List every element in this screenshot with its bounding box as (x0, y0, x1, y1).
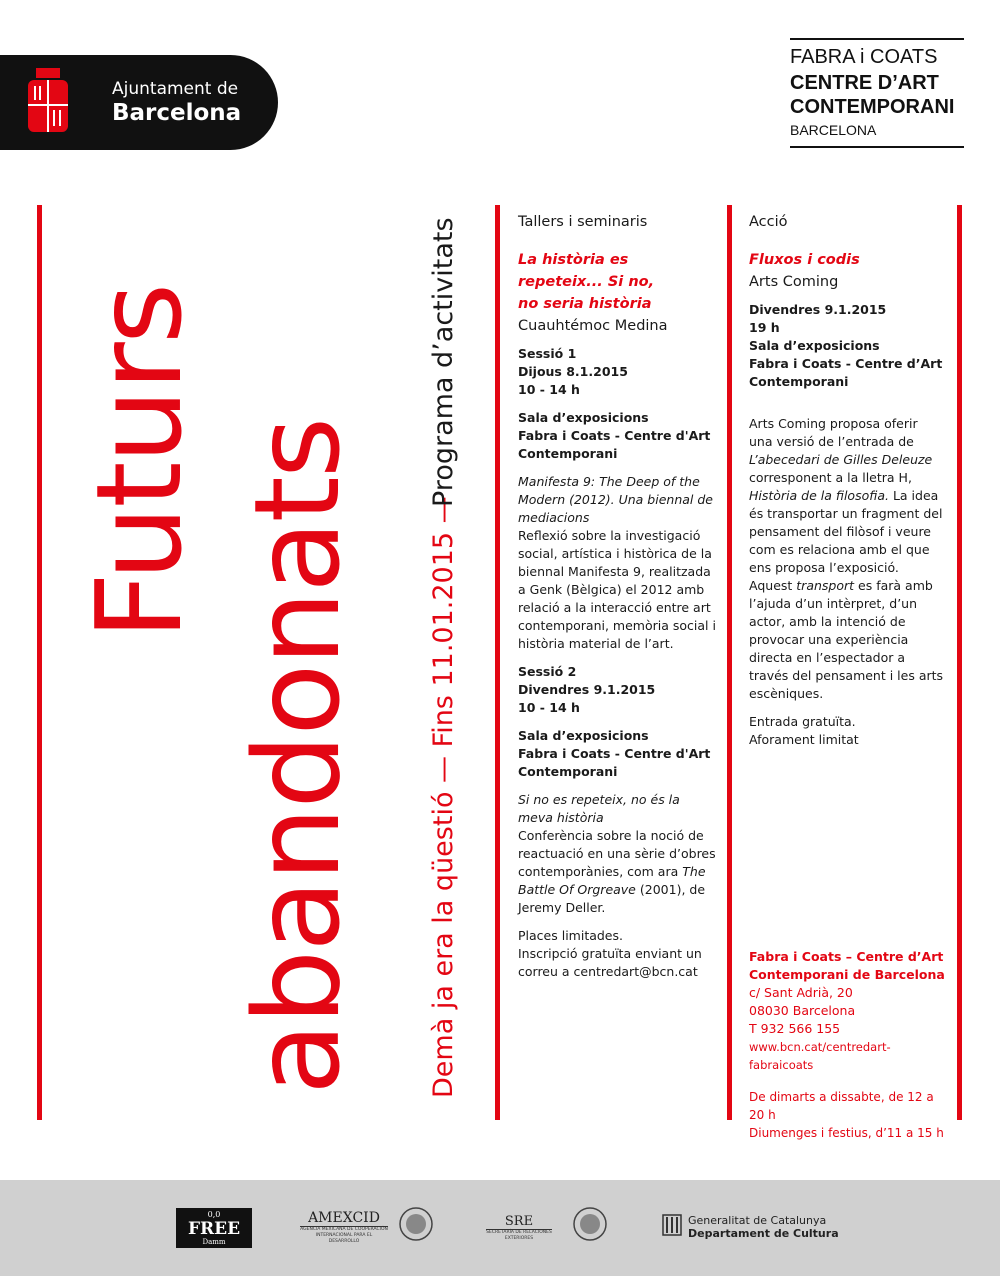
free-damm-logo: 0,0 FREE Damm (176, 1208, 252, 1248)
generalitat-emblem-icon (662, 1214, 682, 1236)
event-title: Fluxos i codis (749, 252, 860, 268)
event-title-line: La història es (518, 252, 629, 268)
column-tallers (518, 213, 718, 991)
event-date: Divendres 9.1.2015 (749, 302, 887, 317)
contact-city: 08030 Barcelona (749, 1003, 856, 1018)
event-title-line: no seria història (518, 296, 652, 312)
event-author: Arts Coming (749, 274, 839, 290)
session-work: Si no es repeteix, no és la meva història (518, 792, 680, 825)
title-futurs: Futurs (70, 284, 208, 640)
contact-phone: T 932 566 155 (749, 1021, 841, 1036)
places-note: Places limitades. (518, 928, 623, 943)
subtitle-programa: Programa d’activitats (428, 217, 459, 507)
column-heading: Tallers i seminaris (518, 214, 648, 230)
session-time: 10 - 14 h (518, 700, 580, 715)
column-accio (749, 213, 945, 759)
session-date: Dijous 8.1.2015 (518, 364, 628, 379)
generalitat-logo: Generalitat de Catalunya Departament de Cultura (688, 1214, 839, 1240)
contact-name: Fabra i Coats – Centre d’Art (749, 949, 944, 964)
event-description: corresponent a la lletra H, (749, 470, 912, 485)
session-description: Conferència sobre la noció de reactuació en una sèrie d’obres contemporànies, com ara (518, 828, 716, 879)
fc-line2: CENTRE D’ART (790, 72, 939, 94)
session-date: Divendres 9.1.2015 (518, 682, 656, 697)
contact-address: c/ Sant Adrià, 20 (749, 985, 853, 1000)
session-place: Contemporani (518, 764, 618, 779)
inscription-note: Inscripció gratuïta enviant un correu a centredart@bcn.cat (518, 946, 702, 979)
event-work-ref: Història de la filosofia. (749, 488, 889, 503)
sre-logo: SRE SECRETARÍA DE RELACIONES EXTERIORES (486, 1214, 552, 1241)
fc-line4: BARCELONA (790, 122, 877, 138)
sponsor-footer (0, 1180, 1000, 1276)
session-work-ref: The Battle Of Orgreave (518, 864, 706, 897)
opening-hours: De dimarts a dissabte, de 12 a 20 h (749, 1090, 934, 1122)
session-work: Manifesta 9: The Deep of the Modern (2012). Una biennal de mediacions (518, 474, 713, 525)
session-place: Contemporani (518, 446, 618, 461)
event-work-ref: L’abecedari de Gilles Deleuze (749, 452, 933, 467)
amexcid-logo: AMEXCID AGENCIA MEXICANA DE COOPERACIÓN INTERNACIONAL PARA EL DESARROLLO (300, 1210, 388, 1244)
event-place: Contemporani (749, 374, 849, 389)
barcelona-label: Barcelona (112, 100, 242, 126)
mexico-seal-icon (398, 1206, 434, 1242)
red-rule-mid-left (495, 205, 500, 1120)
barcelona-shield-icon (22, 66, 74, 138)
session-label: Sessió 1 (518, 346, 577, 361)
event-description: es farà amb l’ajuda d’un intèrpret, d’un actor, amb la intenció de provocar una experiència directa en l’espectador a través del pensament i les arts escèniques. (749, 578, 944, 701)
fc-line3: CONTEMPORANI (790, 96, 955, 118)
capacity-note: Aforament limitat (749, 732, 859, 747)
contact-name: Contemporani de Barcelona (749, 967, 945, 982)
session-place: Sala d’exposicions (518, 728, 649, 743)
fc-line1: FABRA i COATS (790, 46, 938, 68)
column-heading: Acció (749, 214, 788, 230)
event-title-line: repeteix... Si no, (518, 274, 655, 290)
entry-note: Entrada gratuïta. (749, 714, 856, 729)
event-description: La idea és transportar un fragment del pensament del filòsof i veure com es relaciona amb el que ens proposa l’exposició. Aquest (749, 488, 943, 593)
red-rule-right (957, 205, 962, 1120)
session-description: (2001), de Jeremy Deller. (518, 882, 706, 915)
contact-block (749, 948, 949, 1152)
session-description: Reflexió sobre la investigació social, artística i històrica de la biennal Manifesta 9, realitzada a Genk (Bèlgica) el 2012 amb relació a la interacció entre art contemporani, memòria social i història material de l’art. (518, 528, 716, 651)
mexico-seal-icon (572, 1206, 608, 1242)
event-place: Fabra i Coats - Centre d’Art (749, 356, 943, 371)
red-rule-left (37, 205, 42, 1120)
fabra-coats-logo (790, 38, 964, 150)
session-place: Fabra i Coats - Centre d'Art (518, 428, 711, 443)
event-place: Sala d’exposicions (749, 338, 880, 353)
opening-hours: Diumenges i festius, d’11 a 15 h (749, 1126, 944, 1140)
contact-website-link[interactable]: www.bcn.cat/centredart-fabraicoats (749, 1040, 891, 1072)
session-place: Fabra i Coats - Centre d'Art (518, 746, 711, 761)
red-rule-mid-right (727, 205, 732, 1120)
session-place: Sala d’exposicions (518, 410, 649, 425)
event-description: Arts Coming proposa oferir una versió de l’entrada de (749, 416, 918, 449)
title-abandonats: abandonats (228, 418, 366, 1095)
session-label: Sessió 2 (518, 664, 577, 679)
session-time: 10 - 14 h (518, 382, 580, 397)
event-work-ref: transport (796, 578, 855, 593)
subtitle-red: Demà ja era la qüestió — Fins 11.01.2015 — (428, 496, 459, 1098)
event-time: 19 h (749, 320, 780, 335)
event-author: Cuauhtémoc Medina (518, 318, 668, 334)
ajuntament-label: Ajuntament de (112, 79, 239, 99)
